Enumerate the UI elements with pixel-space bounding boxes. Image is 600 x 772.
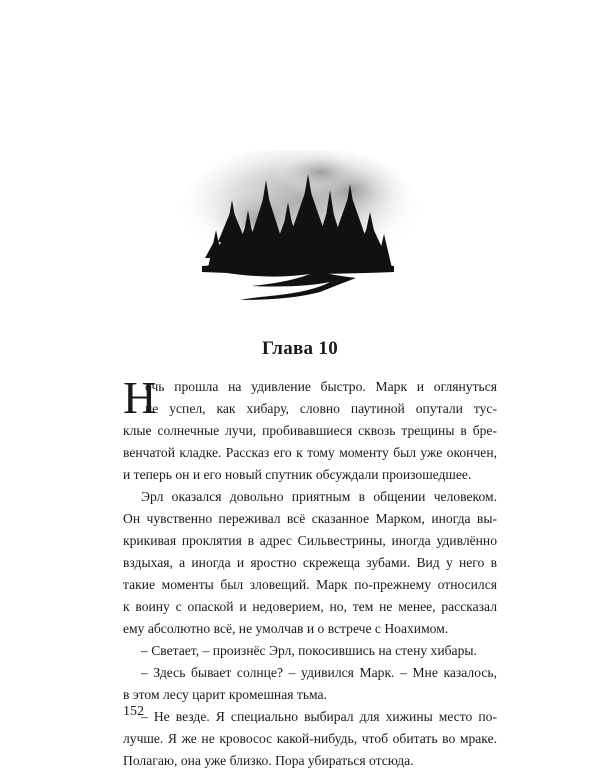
text-line: Он чувственно переживал всё сказанное Марком, иногда вы- <box>123 511 497 526</box>
drop-cap: Н <box>123 372 157 423</box>
page-number: 152 <box>123 704 144 719</box>
text-line: к воину с опаской и недоверием, но, тем не менее, рассказал <box>123 599 497 614</box>
text-line: вздыхая, а иногда и яростно скрежеща зубами. Вид у него в <box>123 555 497 570</box>
text-line: очь прошла на удивление быстро. Марк и оглянуться <box>145 379 497 394</box>
text-line: в этом лесу царит кромешная тьма. <box>123 687 327 702</box>
text-line: – Не везде. Я специально выбирал для хижины место по- <box>141 709 497 724</box>
text-line: лучше. Я же не кровосос какой-нибудь, чтоб обитать во мраке. <box>123 731 497 746</box>
text-line: ему абсолютно всё, не умолчав и о встрече с Ноахимом. <box>123 621 449 636</box>
text-line: венчатой кладке. Рассказ его к тому моменту был уже окончен, <box>123 445 497 460</box>
text-line: Эрл оказался довольно приятным в общении человеком. <box>141 489 497 504</box>
chapter-text <box>123 372 497 772</box>
text-line: крикивая проклятия в адрес Сильвестрины, иногда удивлённо <box>123 533 497 548</box>
forest-illustration <box>180 150 420 305</box>
text-line: не успел, как хибару, словно паутиной опутали тус- <box>145 401 497 416</box>
text-line: клые солнечные лучи, пробивавшиеся сквозь трещины в бре- <box>123 423 497 438</box>
text-line: – Светает, – произнёс Эрл, покосившись на стену хибары. <box>141 643 477 658</box>
forest-trees-icon <box>180 150 420 305</box>
chapter-title: Глава 10 <box>261 338 338 359</box>
text-line: такие моменты был зловещий. Марк по-прежнему относился <box>123 577 497 592</box>
text-line: – Здесь бывает солнце? – удивился Марк. – Мне казалось, <box>141 665 497 680</box>
text-line: и теперь он и его новый спутник обсуждали произошедшее. <box>123 467 472 482</box>
text-line: Полагаю, она уже близко. Пора убираться отсюда. <box>123 753 414 768</box>
